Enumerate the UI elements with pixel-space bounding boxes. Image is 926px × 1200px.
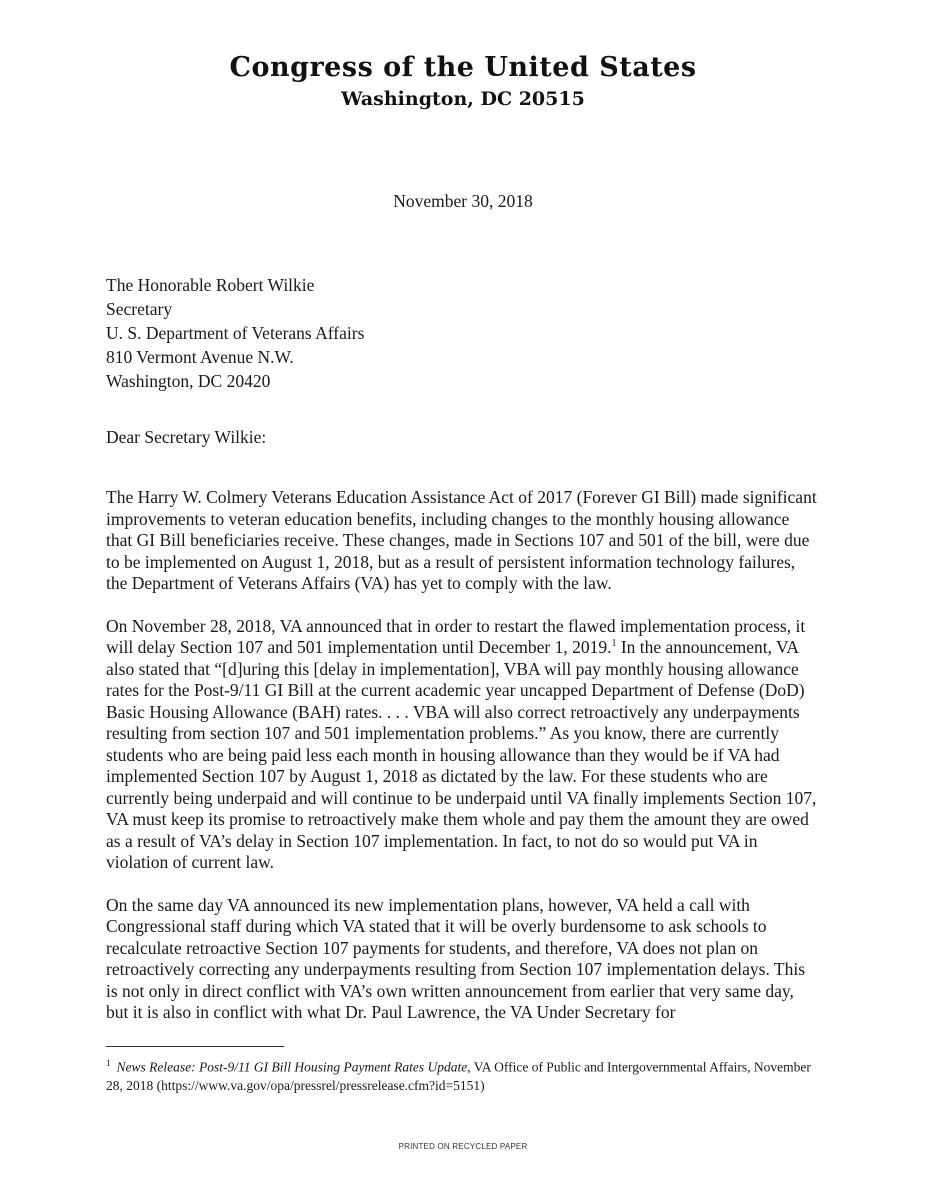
letter-date: November 30, 2018 — [393, 191, 533, 211]
footnote-divider — [106, 1046, 284, 1047]
footnote-title: News Release: Post-9/11 GI Bill Housing Payment Rates Update — [116, 1059, 468, 1075]
letterhead — [0, 52, 926, 112]
body-paragraph-3: On the same day VA announced its new implementation plans, however, VA held a call with Congressional staff during which VA stated that it will be overly burdensome to ask schools to recalculate retroactive Section 107 payments for students, and therefore, VA does not plan on retroactively correcting any underpayments resulting from Section 107 implementation delays. This is not only in direct conflict with VA’s own written announcement from earlier that very same day, but it is also in conflict with what Dr. Paul Lawrence, the VA Under Secretary for — [106, 894, 806, 1022]
salutation: Dear Secretary Wilkie: — [106, 427, 267, 447]
letter-body — [106, 487, 818, 1045]
recipient-organization: U. S. Department of Veterans Affairs — [106, 323, 365, 343]
recipient-city: Washington, DC 20420 — [106, 371, 271, 391]
recipient-name: The Honorable Robert Wilkie — [106, 275, 315, 295]
footnote-number: 1 — [106, 1058, 111, 1068]
body-paragraph-2-part-2: In the announcement, VA also stated that “[d]uring this [delay in implementation], VBA will pay monthly housing allowance rates for the Post-9/11 GI Bill at the current academic year uncapped Department of Defense (DoD) Basic Housing Allowance (BAH) rates. . . . VBA will also correct retroactively any underpayments resulting from section 107 and 501 implementation problems.” As you know, there are currently students who are being paid less each month in housing allowance than they would be if VA had implemented Section 107 by August 1, 2018 as dictated by the law. For these students who are currently being underpaid and will continue to be underpaid until VA finally implements Section 107, VA must keep its promise to retroactively make them whole and pay them the amount they are owed as a result of VA’s delay in Section 107 implementation. In fact, to not do so would put VA in violation of current law. — [106, 637, 817, 872]
footnote — [106, 1054, 818, 1095]
footnote-reference: 1 — [611, 638, 617, 650]
recipient-title: Secretary — [106, 299, 173, 319]
body-paragraph-2-part-1: On November 28, 2018, VA announced that in order to restart the flawed implementation process, it will delay Section 107 and 501 implementation until December 1, 2019. — [106, 615, 806, 657]
letterhead-subtitle: Washington, DC 20515 — [341, 88, 585, 110]
body-paragraph-1: The Harry W. Colmery Veterans Education Assistance Act of 2017 (Forever GI Bill) made significant improvements to veteran education benefits, including changes to the monthly housing allowance that GI Bill beneficiaries receive. These changes, made in Sections 107 and 501 of the bill, were due to be implemented on August 1, 2018, but as a result of persistent information technology failures, the Department of Veterans Affairs (VA) has yet to comply with the law. — [106, 487, 817, 593]
recipient-street: 810 Vermont Avenue N.W. — [106, 347, 294, 367]
body-paragraph-2 — [106, 616, 818, 874]
recipient-address — [106, 273, 364, 393]
footnote-text: , VA Office of Public and Intergovernmental Affairs, November 28, 2018 (https://www.va.gov/opa/pressrel/pressrelease.cfm?id=5151) — [106, 1059, 811, 1093]
letterhead-title: Congress of the United States — [229, 52, 697, 83]
recycled-paper-notice: PRINTED ON RECYCLED PAPER — [398, 1142, 528, 1151]
